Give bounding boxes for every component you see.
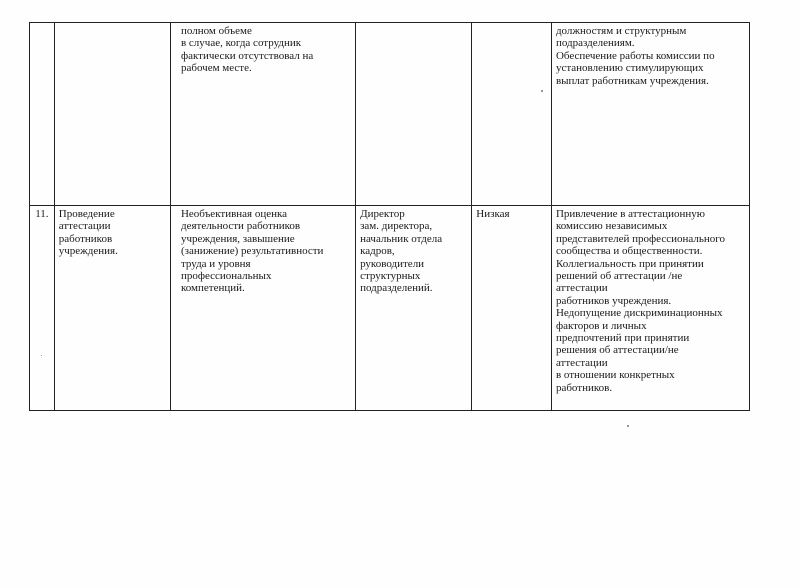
measures-cell: [551, 206, 749, 411]
row-number-cell: [30, 23, 55, 206]
risk-text: полном объеме в случае, когда сотрудник фактически отсутствовал на рабочем месте.: [180, 25, 314, 75]
scan-speck: [627, 425, 629, 427]
row-number-cell: [30, 206, 55, 411]
level-cell: [472, 23, 552, 206]
corruption-risk-table: [29, 22, 750, 411]
level-cell: [472, 206, 552, 411]
process-text: Проведение аттестации работников учреждения.: [58, 208, 118, 258]
process-cell: [54, 23, 170, 206]
positions-cell: [356, 23, 472, 206]
table-row: [30, 206, 750, 411]
risk-cell: [170, 23, 355, 206]
measures-cell: [551, 23, 749, 206]
scan-speck: [541, 90, 543, 92]
row-number: 11.: [35, 208, 49, 220]
measures-text: Привлечение в аттестационную комиссию независимых представителей профессионального сообщества и общественности. Коллегиальность при принятии решений об аттестации /не аттестации работников учреждения. Недопущение дискриминационных факторов и личных предпочтений при принятии решения об аттестации/не аттестации в отношении конкретных работников.: [555, 208, 725, 394]
risk-cell: [170, 206, 355, 411]
positions-text: Директор зам. директора, начальник отдела кадров, руководители структурных подразделений.: [360, 208, 443, 295]
risk-text: Необъективная оценка деятельности работников учреждения, завышение (занижение) результативности труда и уровня профессиональных компетенций.: [180, 208, 324, 295]
table-row: [30, 23, 750, 206]
scan-speck: [41, 355, 42, 356]
level-text: Низкая: [476, 208, 510, 220]
positions-cell: [356, 206, 472, 411]
process-cell: [54, 206, 170, 411]
measures-text: должностям и структурным подразделениям. Обеспечение работы комиссии по установлению стимулирующих выплат работникам учреждения.: [555, 25, 715, 87]
